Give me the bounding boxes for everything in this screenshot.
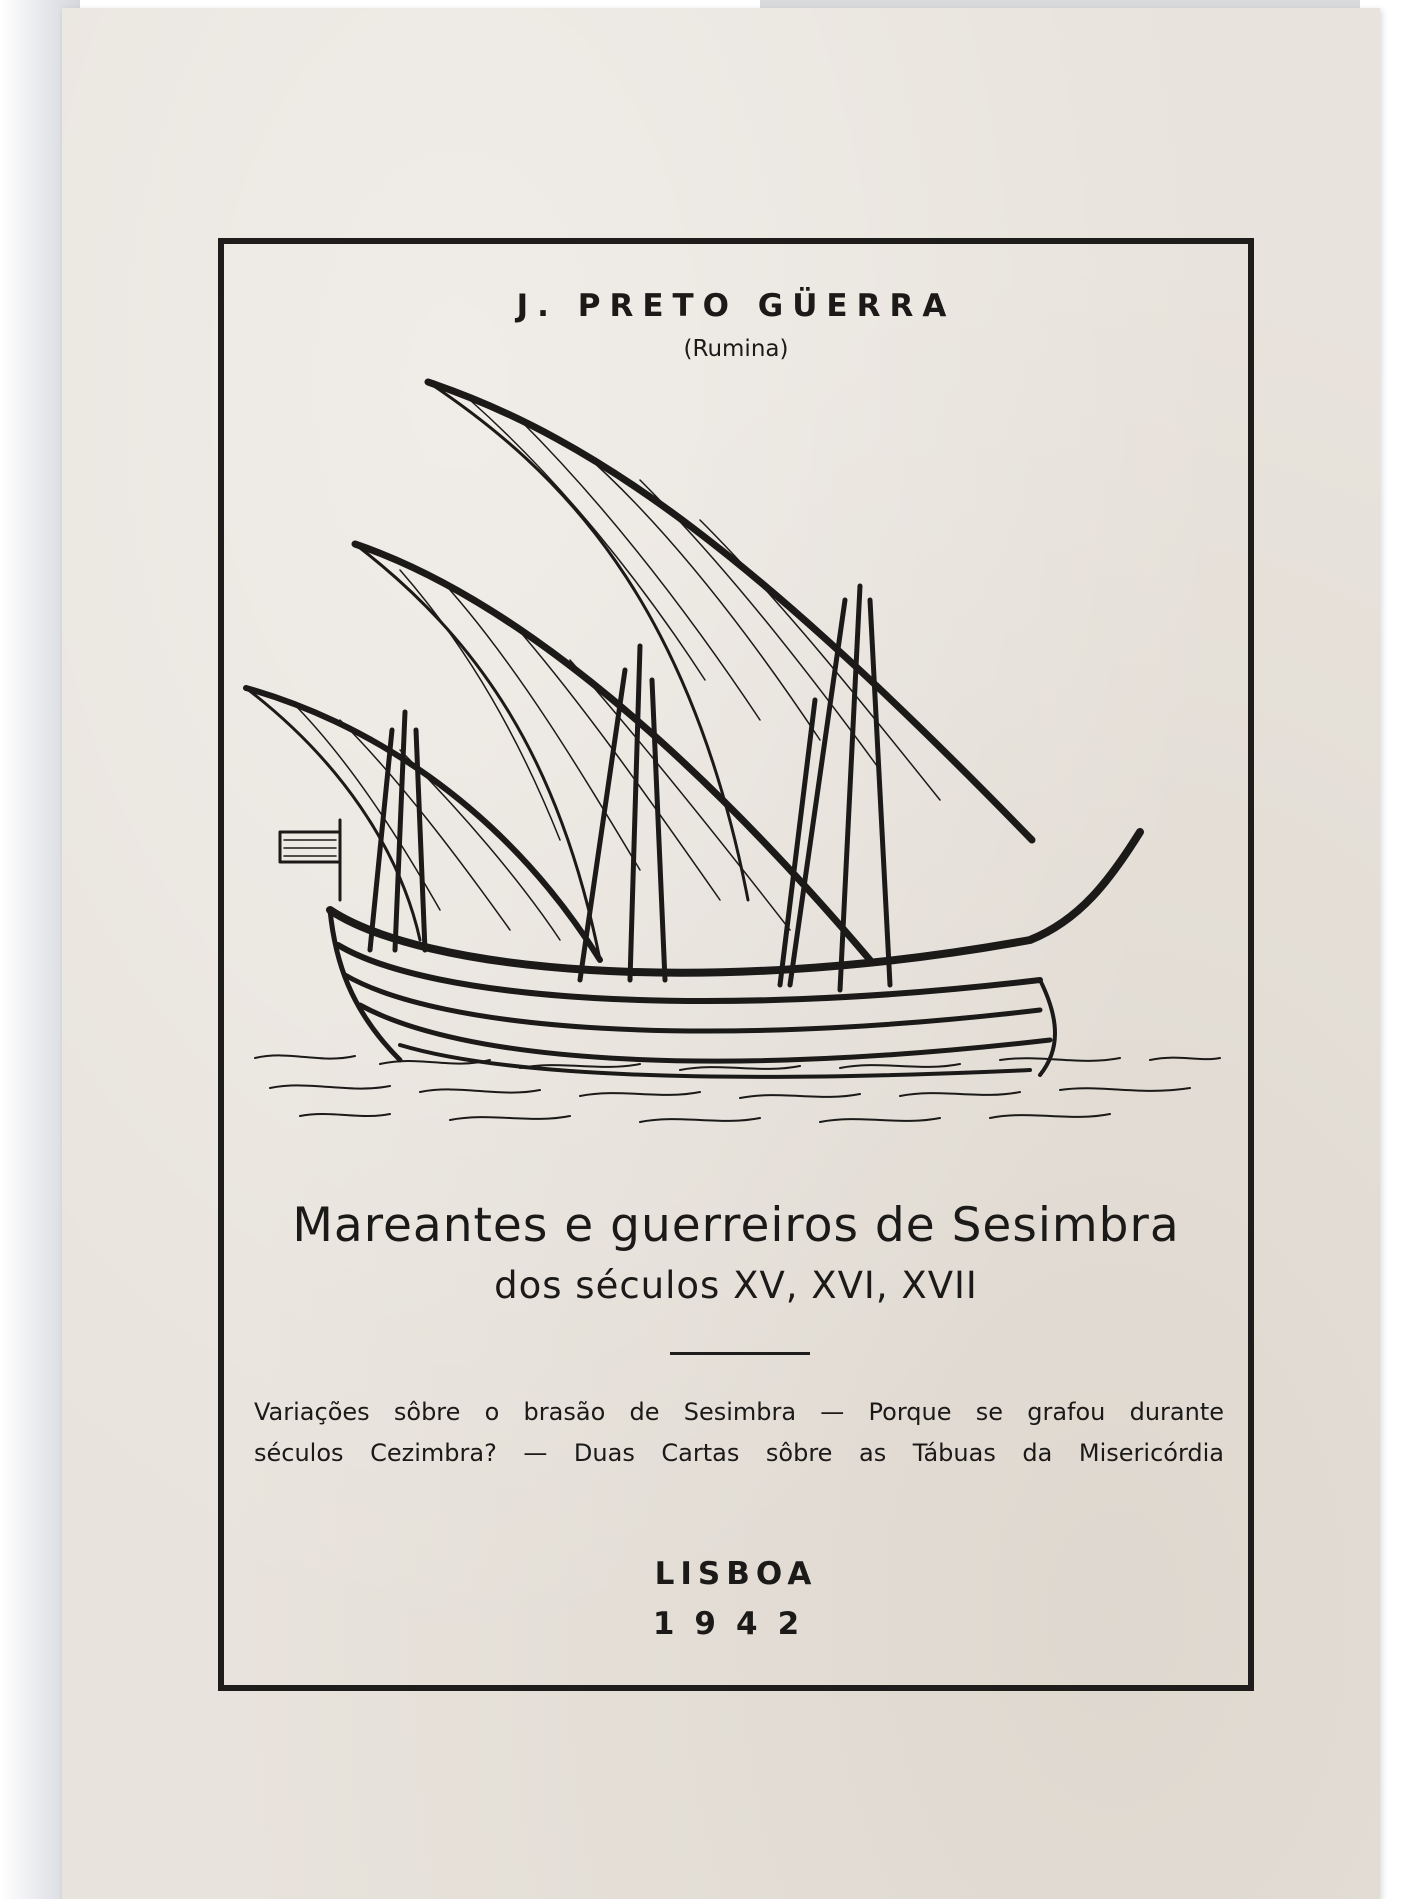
author-name: J. PRETO GÜERRA (516, 288, 956, 324)
author-pseudonym: (Rumina) (683, 336, 789, 362)
contents-line: séculos Cezimbra? — Duas Cartas sôbre as Tábuas da Misericórdia (254, 1439, 1224, 1467)
title-divider-rule (670, 1352, 810, 1355)
publication-place: LISBOA (654, 1556, 818, 1592)
book-subtitle: dos séculos XV, XVI, XVII (494, 1264, 978, 1307)
publication-year: 1942 (652, 1606, 820, 1642)
contents-description (254, 1392, 1224, 1474)
contents-line: Variações sôbre o brasão de Sesimbra — Porque se grafou durante (254, 1398, 1224, 1426)
stern-flag (280, 820, 340, 900)
caravel-ship-illustration (230, 360, 1240, 1140)
sea-waves (255, 1055, 1220, 1122)
book-title: Mareantes e guerreiros de Sesimbra (292, 1198, 1180, 1253)
main-sail (428, 382, 1032, 900)
ship-hull (330, 832, 1140, 1077)
